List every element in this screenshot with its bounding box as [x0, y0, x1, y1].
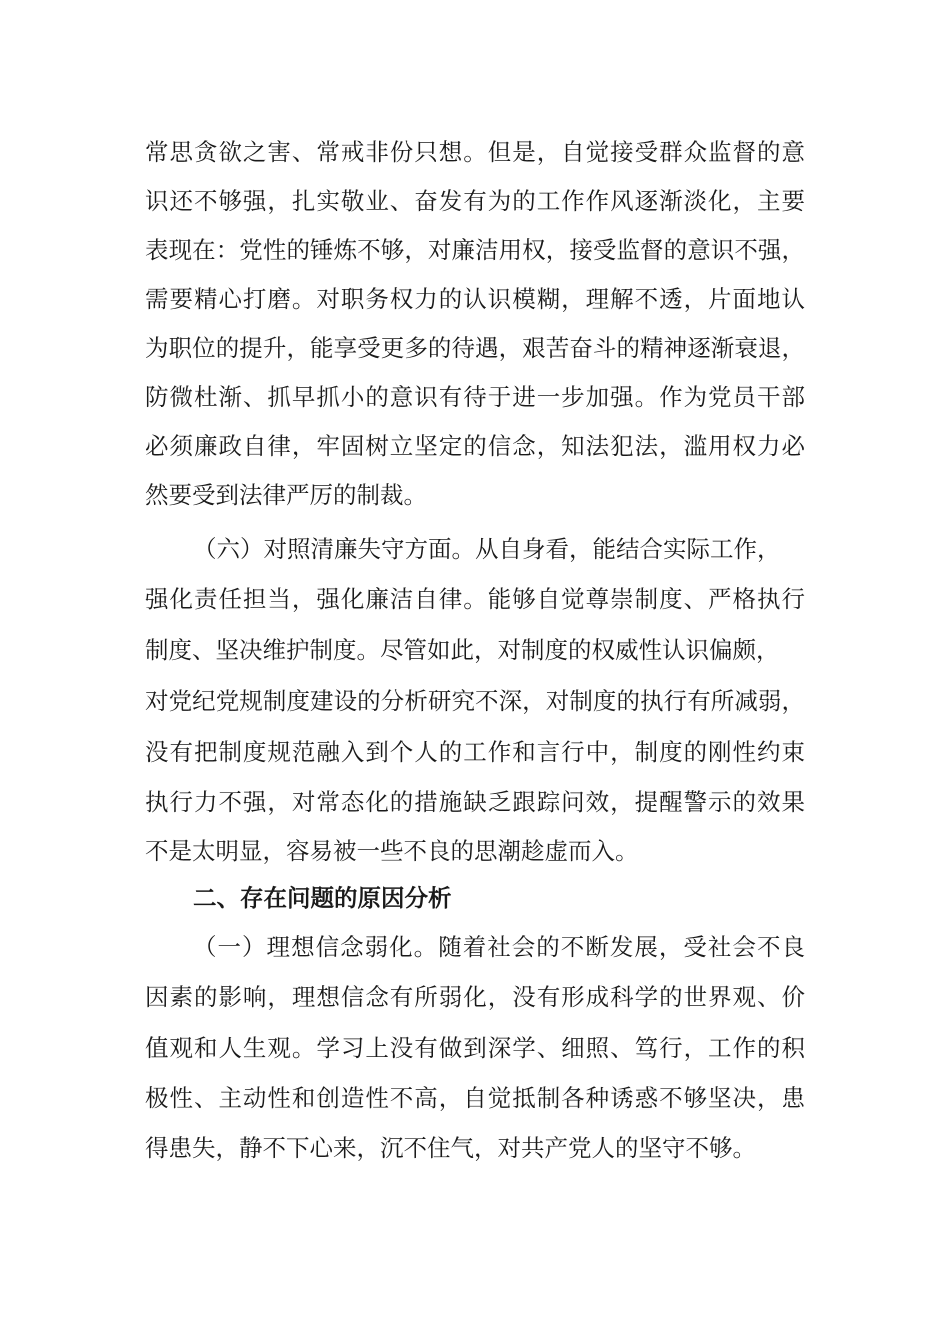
- paragraph-line: 执行力不强，对常态化的措施缺乏跟踪问效，提醒警示的效果: [145, 788, 805, 816]
- section-heading: 二、存在问题的原因分析: [193, 884, 452, 912]
- paragraph-line: 然要受到法律严厉的制裁。: [145, 481, 427, 509]
- paragraph-line: 得患失，静不下心来，沉不住气，对共产党人的坚守不够。: [145, 1134, 756, 1162]
- paragraph-line: 强化责任担当，强化廉洁自律。能够自觉尊崇制度、严格执行: [145, 585, 805, 613]
- paragraph-line: 为职位的提升，能享受更多的待遇，艰苦奋斗的精神逐渐衰退，: [145, 334, 805, 362]
- paragraph-line: 识还不够强，扎实敬业、奋发有为的工作作风逐渐淡化，主要: [145, 187, 805, 215]
- paragraph-line: 没有把制度规范融入到个人的工作和言行中，制度的刚性约束: [145, 738, 805, 766]
- paragraph-line: 制度、坚决维护制度。尽管如此，对制度的权威性认识偏颇，: [145, 636, 780, 664]
- paragraph-line: 极性、主动性和创造性不高，自觉抵制各种诱惑不够坚决，患: [145, 1084, 805, 1112]
- paragraph-line: 因素的影响，理想信念有所弱化，没有形成科学的世界观、价: [145, 983, 805, 1011]
- paragraph-line: 不是太明显，容易被一些不良的思潮趁虚而入。: [145, 837, 639, 865]
- paragraph-line: 防微杜渐、抓早抓小的意识有待于进一步加强。作为党员干部: [145, 383, 805, 411]
- paragraph-line: 必须廉政自律，牢固树立坚定的信念，知法犯法，滥用权力必: [145, 432, 805, 460]
- paragraph-line: 对党纪党规制度建设的分析研究不深，对制度的执行有所减弱，: [145, 687, 805, 715]
- paragraph-line: 值观和人生观。学习上没有做到深学、细照、笃行，工作的积: [145, 1034, 805, 1062]
- paragraph-line: （一）理想信念弱化。随着社会的不断发展，受社会不良: [193, 933, 805, 961]
- paragraph-line: 需要精心打磨。对职务权力的认识模糊，理解不透，片面地认: [145, 285, 805, 313]
- paragraph-line: 表现在：党性的锤炼不够，对廉洁用权，接受监督的意识不强，: [145, 236, 805, 264]
- paragraph-line: 常思贪欲之害、常戒非份只想。但是，自觉接受群众监督的意: [145, 138, 805, 166]
- paragraph-line: （六）对照清廉失守方面。从自身看，能结合实际工作，: [193, 535, 781, 563]
